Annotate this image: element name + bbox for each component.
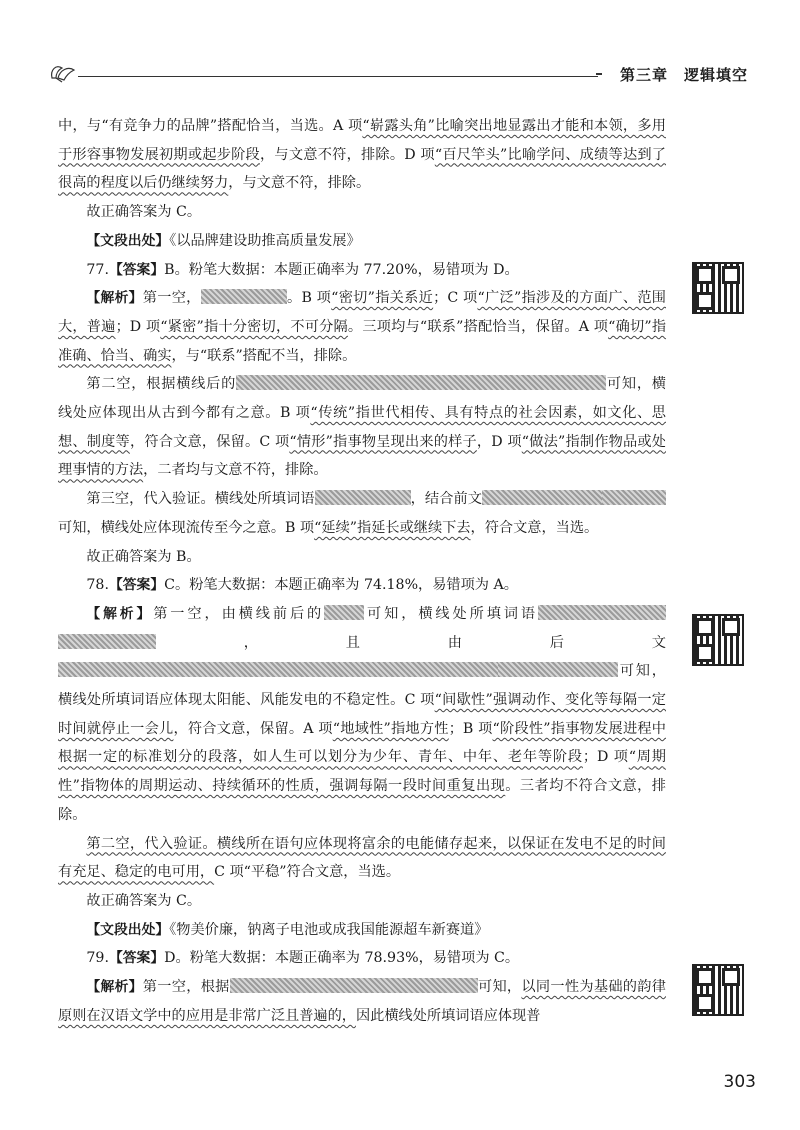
underlined-text: “密切”指关系近 bbox=[331, 290, 434, 307]
qr-code-icon bbox=[692, 262, 744, 314]
body-text: ；C 项 bbox=[433, 290, 478, 307]
redacted-text bbox=[602, 490, 666, 505]
paragraph-p11 bbox=[58, 887, 666, 916]
redacted-text bbox=[236, 375, 606, 390]
redacted-text bbox=[498, 662, 618, 677]
qr-code-icon bbox=[692, 614, 744, 666]
body-text: 78. bbox=[86, 577, 109, 594]
body-text: ，结合前文 bbox=[410, 491, 482, 508]
section-label: 【答案】 bbox=[108, 261, 165, 278]
underlined-text: “传统”指世代相传、具有特点的社会因素，如文化、思想、制度等 bbox=[58, 405, 666, 450]
redacted-text bbox=[230, 978, 478, 993]
paragraph-p0 bbox=[58, 112, 666, 198]
paragraph-p12 bbox=[58, 916, 666, 945]
body-text: ；D 项 bbox=[582, 749, 629, 766]
paragraph-p3 bbox=[58, 256, 666, 285]
underlined-text: “阶段性”指事物发展进程中根据一定的标准划分的段落，如人生可以划分为少年、青年、中年、老年等阶段 bbox=[58, 720, 666, 766]
body-text: ，符合文意，保留。A 项 bbox=[173, 720, 333, 737]
underlined-text: “做法”指制作物品或处理事情的方法 bbox=[58, 433, 666, 479]
body-text: 第三空，代入验证。横线处所填词语 bbox=[86, 491, 315, 508]
body-text: 第一空，由横线前后的 bbox=[153, 605, 325, 622]
redacted-text bbox=[58, 634, 156, 649]
body-text: 79. bbox=[86, 950, 109, 967]
redacted-text bbox=[482, 490, 602, 505]
underlined-text: “周期性”指物体的周期运动、持续循环的性质，强调每隔一段时间重复出现 bbox=[58, 749, 666, 795]
underlined-text: “间歇性”强调动作、变化等每隔一定时间就停止一会儿 bbox=[58, 692, 666, 737]
qr-code-icon bbox=[692, 964, 744, 1016]
body-text: 故正确答案为 C。 bbox=[86, 204, 202, 221]
body-text: C 项“平稳”符合文意，当选。 bbox=[214, 864, 401, 881]
body-text: 第一空， bbox=[142, 290, 201, 307]
underlined-text: “延续”指延长或继续下去 bbox=[314, 519, 471, 536]
underlined-text: 以同一性为基础的韵律原则在汉语文学中的应用是非常广泛且普遍的， bbox=[58, 979, 666, 1024]
body-text: ，且由后文 bbox=[156, 634, 666, 651]
body-text: 第二空，根据横线后的 bbox=[86, 376, 237, 393]
body-text: ，与文意不符，排除。 bbox=[228, 175, 371, 192]
underlined-text: “百尺竿头”比喻学问、成绩等达到了很高的程度以后仍继续努力 bbox=[58, 146, 666, 192]
underlined-text: “情形”指事物呈现出来的样子 bbox=[289, 433, 477, 450]
section-label: 【答案】 bbox=[108, 950, 165, 967]
underlined-text: “崭露头角”比喻突出地显露出才能和本领，多用于形容事物发展初期或起步阶段 bbox=[58, 118, 666, 163]
body-text: 。B 项 bbox=[286, 290, 332, 307]
redacted-text bbox=[538, 605, 666, 620]
body-text: 第一空，根据 bbox=[142, 979, 230, 996]
body-text: 故正确答案为 C。 bbox=[86, 892, 202, 909]
body-text: 可知， bbox=[477, 979, 522, 996]
body-text: 。三项均与“联系”搭配恰当，保留。A 项 bbox=[347, 318, 609, 335]
body-text: 《物美价廉，钠离子电池或成我国能源超车新赛道》 bbox=[169, 921, 489, 938]
redacted-text bbox=[315, 490, 411, 505]
section-label: 【解析】 bbox=[86, 979, 143, 996]
underlined-text: “紧密”指十分密切，不可分隔 bbox=[160, 318, 348, 335]
underlined-text: 第二空，代入验证。横线所在语句应体现将富余的电能储存起来，以保证在发电不足的时间有充足、稳定的电可用， bbox=[58, 835, 666, 881]
page-body bbox=[58, 112, 666, 1031]
body-text: ，与“联系”搭配不当，排除。 bbox=[171, 347, 357, 364]
redacted-text bbox=[58, 662, 498, 677]
body-text: 《以品牌建设助推高质量发展》 bbox=[169, 232, 361, 249]
paragraph-p8 bbox=[58, 571, 666, 600]
body-text: 。三者均不符合文意，排除。 bbox=[58, 778, 666, 823]
section-label: 【解析】 bbox=[86, 605, 154, 622]
paragraph-p5 bbox=[58, 370, 666, 485]
paragraph-p6 bbox=[58, 485, 666, 542]
body-text: B。粉笔大数据：本题正确率为 77.20%，易错项为 D。 bbox=[164, 261, 519, 278]
paragraph-p7 bbox=[58, 543, 666, 572]
body-text: ，二者均与文意不符，排除。 bbox=[143, 462, 328, 479]
redacted-text bbox=[201, 289, 287, 304]
body-text: ，符合文意，当选。 bbox=[470, 519, 599, 536]
body-text: ，与文意不符，排除。D 项 bbox=[260, 146, 435, 163]
running-header bbox=[48, 60, 748, 90]
body-text: 可知，横线处应体现出从古到今都有之意。B 项 bbox=[58, 376, 666, 422]
body-text: 可知，横线处所填词语 bbox=[364, 605, 538, 622]
paragraph-p14 bbox=[58, 973, 666, 1030]
section-label: 【解析】 bbox=[86, 290, 143, 307]
body-text: ；B 项 bbox=[448, 720, 493, 737]
body-text: 故正确答案为 B。 bbox=[86, 548, 201, 565]
underlined-text: “广泛”指涉及的方面广、范围大，普遍 bbox=[58, 290, 666, 335]
body-text: ，符合文意，保留。C 项 bbox=[129, 433, 290, 450]
body-text: 77. bbox=[86, 261, 109, 278]
paragraph-p9 bbox=[58, 600, 666, 830]
body-text: 中，与“有竞争力的品牌”搭配恰当，当选。A 项 bbox=[58, 118, 363, 134]
paragraph-p10 bbox=[58, 830, 666, 887]
underlined-text: “地域性”指地方性 bbox=[332, 720, 449, 737]
chapter-title: 第三章 逻辑填空 bbox=[619, 66, 748, 84]
page-number: 303 bbox=[723, 1072, 756, 1092]
section-label: 【文段出处】 bbox=[86, 232, 170, 249]
header-rule bbox=[78, 76, 598, 77]
paragraph-p13 bbox=[58, 944, 666, 973]
body-text: 可知，横线处应体现流传至今之意。B 项 bbox=[58, 519, 315, 536]
body-text: C。粉笔大数据：本题正确率为 74.18%，易错项为 A。 bbox=[164, 577, 518, 594]
body-text: D。粉笔大数据：本题正确率为 78.93%，易错项为 C。 bbox=[164, 950, 520, 967]
body-text: ，D 项 bbox=[476, 433, 522, 450]
paragraph-p4 bbox=[58, 284, 666, 370]
header-rule-tail bbox=[596, 73, 602, 81]
leaf-icon bbox=[48, 60, 78, 86]
body-text: 可知，横线处所填词语应体现太阳能、风能发电的不稳定性。C 项 bbox=[58, 663, 666, 709]
paragraph-p2 bbox=[58, 227, 666, 256]
underlined-text: “确切”指准确、恰当、确实 bbox=[58, 318, 667, 364]
section-label: 【答案】 bbox=[108, 577, 165, 594]
body-text: 因此横线处所填词语应体现普 bbox=[355, 1007, 541, 1024]
body-text: ；D 项 bbox=[115, 318, 161, 335]
redacted-text bbox=[324, 605, 364, 620]
paragraph-p1 bbox=[58, 198, 666, 227]
section-label: 【文段出处】 bbox=[86, 921, 170, 938]
